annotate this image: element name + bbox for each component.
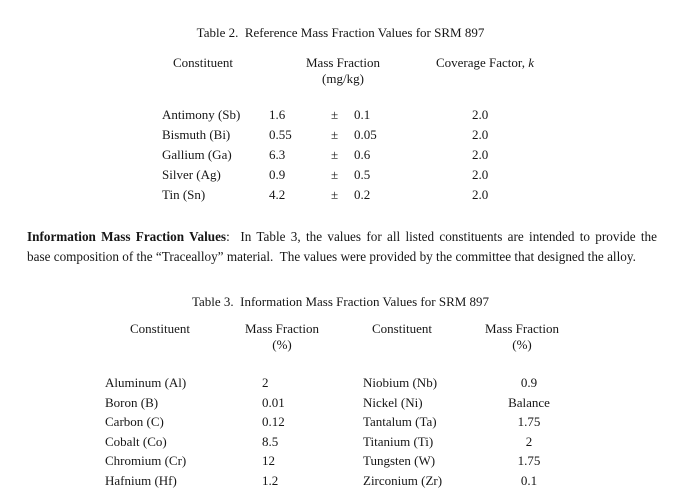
value-right-cell: Balance xyxy=(508,394,550,410)
constituent-right-cell: Nickel (Ni) xyxy=(363,394,423,410)
constituent-cell: Silver (Ag) xyxy=(162,167,221,182)
plus-minus-symbol: ± xyxy=(331,127,339,142)
table2-header-mass-fraction-unit: (mg/kg) xyxy=(322,71,364,86)
table3-header-mass-fraction-right xyxy=(462,321,582,353)
constituent-left-cell: Chromium (Cr) xyxy=(105,453,187,468)
coverage-factor-k-symbol: k xyxy=(528,55,535,70)
table3-row xyxy=(0,432,681,452)
constituent-right-cell: Tungsten (W) xyxy=(363,453,436,468)
value-cell: 0.9 xyxy=(269,167,286,182)
table3-header-unit-right: (%) xyxy=(512,337,532,352)
constituent-cell: Bismuth (Bi) xyxy=(162,127,231,142)
uncertainty-cell: 0.6 xyxy=(354,147,371,162)
constituent-right-cell: Titanium (Ti) xyxy=(363,433,434,449)
table2-row xyxy=(0,185,681,205)
value-left-cell: 12 xyxy=(262,453,275,468)
table3-header-unit-left: (%) xyxy=(272,337,292,352)
table2-row xyxy=(0,125,681,145)
table3-row xyxy=(0,393,681,413)
table2-body xyxy=(0,105,681,205)
value-left-cell: 1.2 xyxy=(262,472,279,488)
info-paragraph-line1-rest: : In Table 3, the values for all listed constituents are intended to provide the xyxy=(226,229,657,244)
table2-header-mass-fraction xyxy=(283,55,403,87)
value-right-cell: 0.9 xyxy=(520,375,538,390)
value-cell: 0.55 xyxy=(269,127,292,142)
constituent-cell: Tin (Sn) xyxy=(162,187,206,202)
constituent-cell: Gallium (Ga) xyxy=(162,147,232,162)
table3-header-mass-fraction-right-label: Mass Fraction xyxy=(484,321,560,336)
plus-minus-symbol: ± xyxy=(331,147,339,162)
constituent-cell: Antimony (Sb) xyxy=(162,107,241,122)
value-right-cell: 0.1 xyxy=(520,472,538,488)
uncertainty-cell: 0.1 xyxy=(354,107,371,122)
uncertainty-cell: 0.5 xyxy=(354,167,371,182)
constituent-right-cell: Tantalum (Ta) xyxy=(363,414,437,429)
value-cell: 4.2 xyxy=(269,187,286,202)
coverage-factor-cell: 2.0 xyxy=(472,127,489,142)
table3-row xyxy=(0,471,681,491)
value-left-cell: 0.12 xyxy=(262,414,285,429)
table3-row xyxy=(0,412,681,432)
info-paragraph xyxy=(27,227,657,266)
table2-row xyxy=(0,145,681,165)
constituent-left-cell: Aluminum (Al) xyxy=(105,375,187,390)
constituent-right-cell: Niobium (Nb) xyxy=(363,375,438,390)
table2-header-mass-fraction-label: Mass Fraction xyxy=(305,55,381,70)
table2-title: Table 2. Reference Mass Fraction Values for SRM 897 xyxy=(196,25,485,40)
table2-header-constituent: Constituent xyxy=(173,55,233,70)
plus-minus-symbol: ± xyxy=(331,107,339,122)
plus-minus-symbol: ± xyxy=(331,167,339,182)
table3-header-constituent-right: Constituent xyxy=(372,321,432,336)
table2-header-coverage-factor xyxy=(415,55,555,71)
info-paragraph-line2: base composition of the “Tracealloy” material. The values were provided by the committee that designed the alloy. xyxy=(27,248,636,264)
value-cell: 1.6 xyxy=(269,107,286,122)
coverage-factor-cell: 2.0 xyxy=(472,107,489,122)
constituent-left-cell: Carbon (C) xyxy=(105,414,164,429)
constituent-left-cell: Boron (B) xyxy=(105,394,159,410)
table3-title: Table 3. Information Mass Fraction Values for SRM 897 xyxy=(191,294,490,309)
info-paragraph-lead: Information Mass Fraction Values xyxy=(27,229,227,244)
value-left-cell: 8.5 xyxy=(262,433,279,449)
constituent-right-cell: Zirconium (Zr) xyxy=(363,472,443,488)
coverage-factor-cell: 2.0 xyxy=(472,187,489,202)
plus-minus-symbol: ± xyxy=(331,187,339,202)
table3-row xyxy=(0,451,681,471)
value-right-cell: 2 xyxy=(525,433,533,449)
uncertainty-cell: 0.2 xyxy=(354,187,371,202)
value-right-cell: 1.75 xyxy=(517,453,541,468)
table3-header-constituent-left: Constituent xyxy=(130,321,190,336)
value-left-cell: 0.01 xyxy=(262,394,285,410)
table3-header-mass-fraction-left-label: Mass Fraction xyxy=(244,321,320,336)
coverage-factor-label: Coverage Factor, xyxy=(435,55,529,70)
value-left-cell: 2 xyxy=(262,375,269,390)
coverage-factor-cell: 2.0 xyxy=(472,147,489,162)
value-cell: 6.3 xyxy=(269,147,286,162)
table2-row xyxy=(0,105,681,125)
table3-body xyxy=(0,373,681,490)
table3-header-mass-fraction-left xyxy=(222,321,342,353)
coverage-factor-cell: 2.0 xyxy=(472,167,489,182)
table2-row xyxy=(0,165,681,185)
constituent-left-cell: Cobalt (Co) xyxy=(105,433,167,449)
info-paragraph-line1 xyxy=(27,227,657,247)
constituent-left-cell: Hafnium (Hf) xyxy=(105,472,177,488)
uncertainty-cell: 0.05 xyxy=(354,127,377,142)
table3-row xyxy=(0,373,681,393)
value-right-cell: 1.75 xyxy=(517,414,541,429)
